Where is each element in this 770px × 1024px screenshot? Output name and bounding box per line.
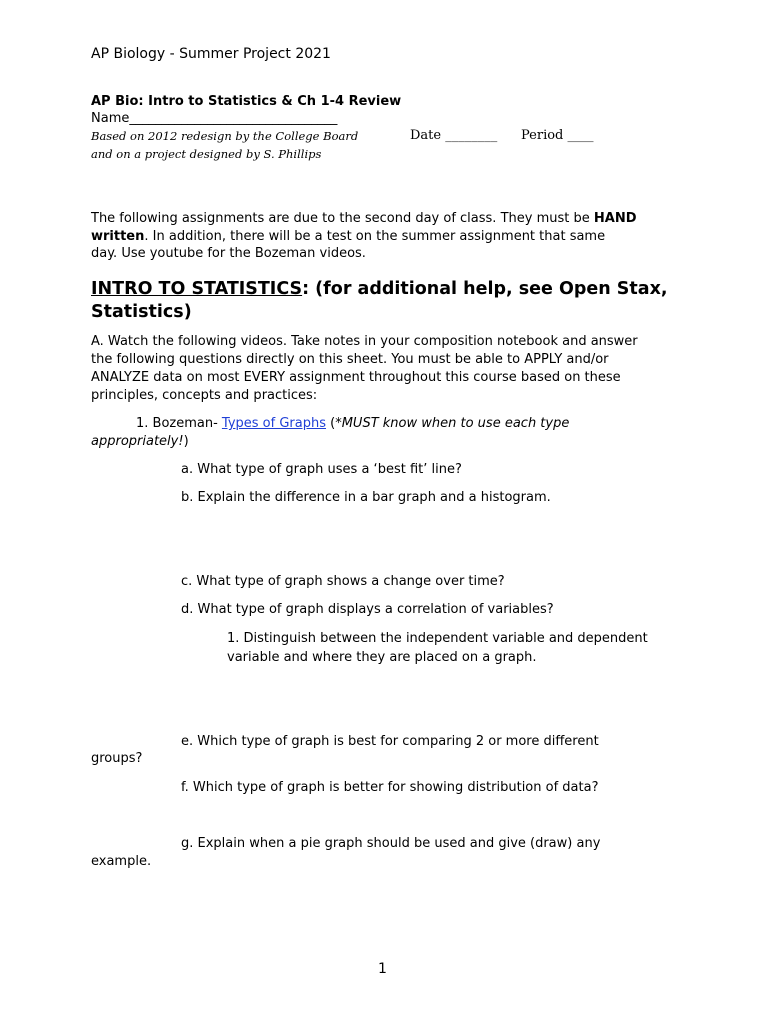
- project-credit: and on a project designed by S. Phillips: [91, 147, 322, 161]
- section-heading-underlined: INTRO TO STATISTICS: [91, 279, 303, 299]
- part-a-line-4: principles, concepts and practices:: [91, 388, 318, 403]
- intro-text-cont: . In addition, there will be a test on the summer assignment that same: [144, 229, 606, 244]
- name-field: Name________________________________: [91, 111, 338, 126]
- question-d: d. What type of graph displays a correlation of variables?: [181, 602, 554, 617]
- based-on-note: Based on 2012 redesign by the College Board: [91, 129, 359, 143]
- page-header: AP Biology - Summer Project 2021: [91, 46, 331, 62]
- types-of-graphs-link[interactable]: Types of Graphs: [221, 416, 326, 431]
- question-c: c. What type of graph shows a change over time?: [181, 574, 505, 589]
- item-1-line-1: [136, 415, 569, 433]
- period-field: Period ____: [521, 128, 594, 143]
- intro-emphasis-written: written: [91, 229, 145, 244]
- item-1-emphasis: MUST know when to use each type: [341, 416, 570, 431]
- question-g-line-1: g. Explain when a pie graph should be used and give (draw) any: [181, 836, 601, 851]
- section-heading: [91, 278, 668, 301]
- question-f: f. Which type of graph is better for showing distribution of data?: [181, 780, 599, 795]
- intro-line-3: day. Use youtube for the Bozeman videos.: [91, 246, 366, 261]
- question-d1-line-2: variable and where they are placed on a graph.: [227, 650, 537, 665]
- page-number: 1: [378, 961, 387, 977]
- intro-text: The following assignments are due to the second day of class. They must be: [91, 211, 594, 226]
- item-1-prefix: 1. Bozeman-: [136, 416, 222, 431]
- question-b: b. Explain the difference in a bar graph and a histogram.: [181, 490, 551, 505]
- section-heading-line-2: Statistics): [91, 302, 192, 322]
- item-1-close: ): [183, 434, 189, 449]
- question-a: a. What type of graph uses a ‘best fit’ line?: [181, 462, 462, 477]
- item-1-line-2: [91, 433, 189, 451]
- intro-line-1: [91, 210, 637, 228]
- intro-emphasis-hand: HAND: [593, 211, 637, 226]
- part-a-line-3: ANALYZE data on most EVERY assignment throughout this course based on these: [91, 370, 621, 385]
- item-1-emphasis-cont: appropriately!: [91, 434, 184, 449]
- question-d1-line-1: 1. Distinguish between the independent variable and dependent: [227, 631, 648, 646]
- part-a-line-1: A. Watch the following videos. Take notes in your composition notebook and answer: [91, 334, 638, 349]
- intro-line-2: [91, 228, 605, 246]
- date-field: Date ________: [410, 128, 498, 143]
- part-a-line-2: the following questions directly on this sheet. You must be able to APPLY and/or: [91, 352, 609, 367]
- item-1-paren: (*: [326, 416, 342, 431]
- question-e-line-2: groups?: [91, 751, 143, 766]
- question-g-line-2: example.: [91, 854, 152, 869]
- question-e-line-1: e. Which type of graph is best for comparing 2 or more different: [181, 734, 599, 749]
- section-heading-rest: : (for additional help, see Open Stax,: [302, 279, 668, 299]
- document-title: AP Bio: Intro to Statistics & Ch 1-4 Review: [91, 94, 402, 109]
